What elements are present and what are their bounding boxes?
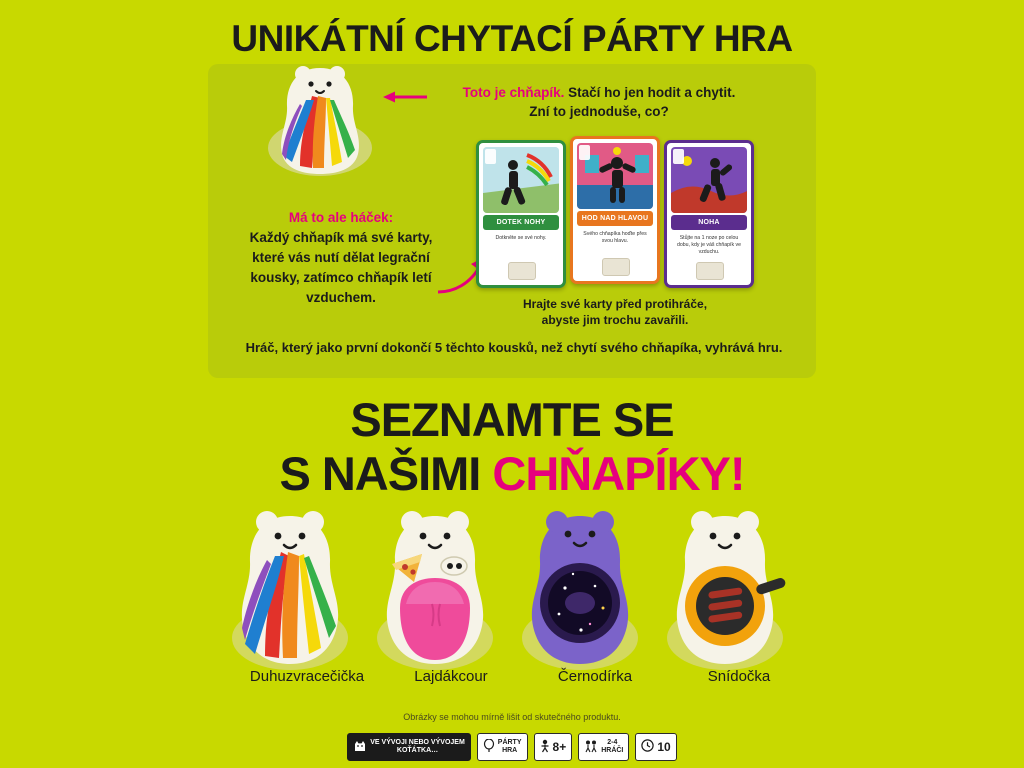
card-seal-icon xyxy=(696,262,724,280)
page-title: UNIKÁTNÍ CHYTACÍ PÁRTY HRA xyxy=(231,18,793,59)
catch-paragraph-title: Má to ale háček: xyxy=(288,210,394,225)
catch-paragraph-body: Každý chňapík má své karty, které vás nutí dělat legrační kousky, zatímco chňapík letí vzduchem. xyxy=(249,230,433,305)
badge-age xyxy=(534,733,573,761)
callout-text xyxy=(424,83,774,121)
cat-icon xyxy=(353,740,367,755)
badge-party-line1: PÁRTY xyxy=(497,739,522,746)
disclaimer-text: Obrázky se mohou mírně lišit od skutečného produktu. xyxy=(403,712,621,722)
badge-brand xyxy=(347,733,471,761)
rainbow-blob-illustration xyxy=(256,62,384,180)
badge-time-value: 10 xyxy=(657,740,671,754)
callout-line2: Zní to jednoduše, co? xyxy=(529,104,669,119)
badge-players xyxy=(578,733,629,761)
badge-players-line2: HRÁČI xyxy=(601,747,624,754)
character-illustration-lazycat xyxy=(370,508,490,668)
game-card xyxy=(476,140,566,288)
character-name: Duhuzvracečička xyxy=(249,668,365,685)
badge-age-value: 8+ xyxy=(552,740,567,754)
section-heading-line2 xyxy=(0,446,1024,501)
card-seal-icon xyxy=(602,258,630,276)
cards-caption-line2: abyste jim trochu zavařili. xyxy=(541,313,689,327)
footer-badges xyxy=(0,730,1024,764)
card-corner-icon xyxy=(579,145,590,160)
character-illustration-rainbow xyxy=(225,508,345,668)
clock-icon xyxy=(641,739,654,755)
badge-brand-line2: KOŤÁTKA… xyxy=(396,747,439,754)
card-title: DOTEK NOHY xyxy=(483,215,559,230)
game-card xyxy=(570,136,660,284)
players-icon xyxy=(584,739,598,756)
balloon-icon xyxy=(483,739,495,756)
character-illustration-blackhole xyxy=(515,508,635,668)
character-name: Lajdákcour xyxy=(414,668,488,685)
cards-caption-line1: Hrajte své karty před protihráče, xyxy=(522,297,708,311)
character-illustration-breakfast xyxy=(660,508,780,668)
game-card xyxy=(664,140,754,288)
card-title: HOD NAD HLAVOU xyxy=(577,211,653,226)
card-corner-icon xyxy=(673,149,684,164)
section-heading-line2-pre: S NAŠIMI xyxy=(279,447,493,500)
section-heading-line1: SEZNAMTE SE xyxy=(350,393,674,446)
card-corner-icon xyxy=(485,149,496,164)
badge-players-line1: 2-4 xyxy=(607,739,618,746)
character-lineup xyxy=(215,508,815,688)
callout-highlight: Toto je chňapík. xyxy=(462,85,565,100)
card-description: Stůjte na 1 noze po celou dobu, kdy je váš chňapík ve vzduchu. xyxy=(676,235,742,255)
card-description: Svého chňapíka hoďte přes svou hlavu. xyxy=(583,231,647,244)
callout-rest: Stačí ho jen hodit a chytit. xyxy=(564,85,736,100)
character-name: Snídočka xyxy=(707,668,771,685)
cards-caption xyxy=(470,296,760,328)
arrow-left-icon xyxy=(383,90,427,102)
badge-party-line2: HRA xyxy=(502,747,518,754)
badge-brand-line1: VE VÝVOJI NEBO VÝVOJEM xyxy=(370,739,465,746)
catch-paragraph xyxy=(236,208,446,308)
game-cards xyxy=(470,132,742,292)
person-icon xyxy=(540,739,550,756)
card-seal-icon xyxy=(508,262,536,280)
character-name: Černodírka xyxy=(557,668,633,685)
card-title: NOHA xyxy=(671,215,747,230)
section-heading-line2-pink: CHŇAPÍKY! xyxy=(492,447,745,500)
badge-time xyxy=(635,733,676,761)
win-condition-text: Hráč, který jako první dokončí 5 těchto kousků, než chytí svého chňapíka, vyhrává hru. xyxy=(245,340,783,355)
badge-party-game xyxy=(477,733,528,761)
card-description: Dotkněte se své nohy. xyxy=(495,235,547,241)
